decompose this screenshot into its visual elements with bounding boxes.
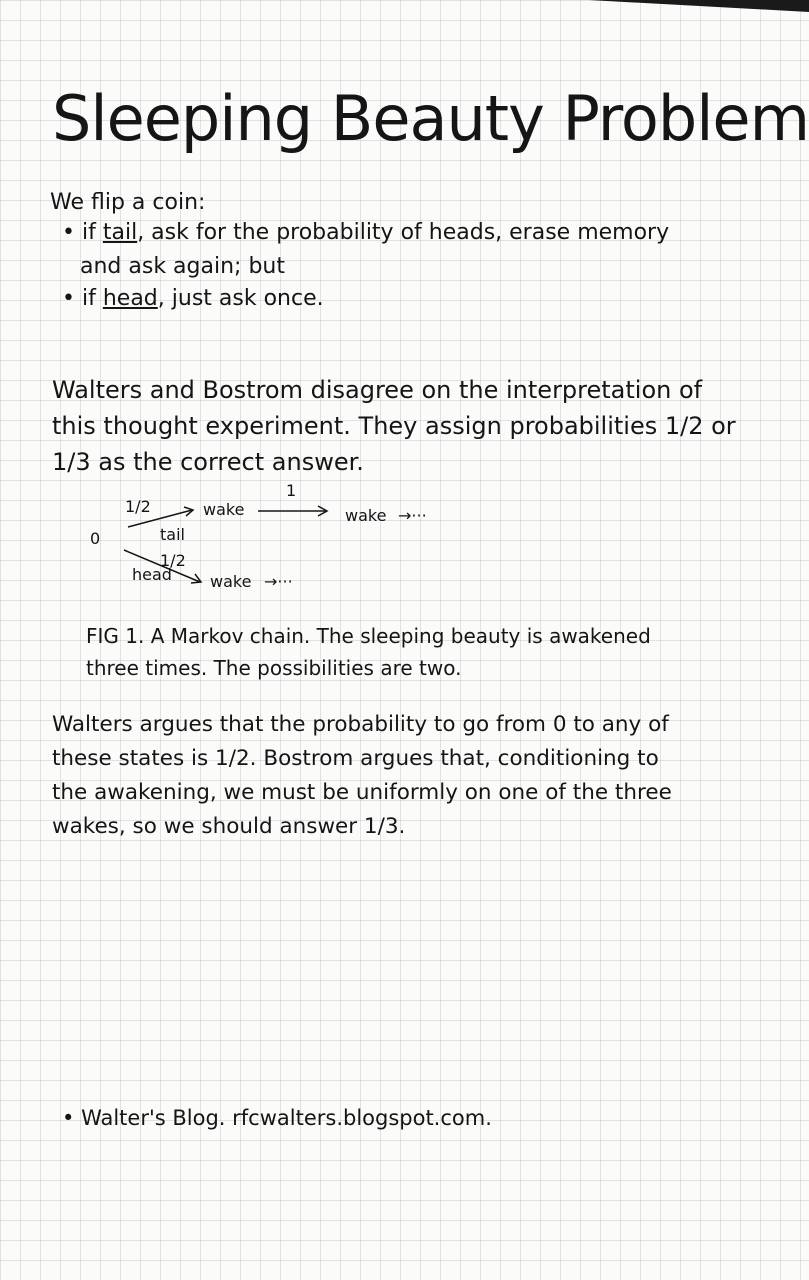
bullet-dot: • (62, 220, 82, 245)
continue-arrow-1: →··· (398, 506, 427, 525)
continue-arrow-2: →··· (264, 572, 293, 591)
paragraph-disagreement: Walters and Bostrom disagree on the interpretation of this thought experiment. They assign probabilities 1/2 or 1/3 as the correct answer. (52, 376, 736, 476)
bullet-dot: • (62, 1106, 82, 1130)
page-title: Sleeping Beauty Problem (52, 82, 809, 155)
mid-prob-label: 1 (286, 481, 297, 500)
lower-wake-state: wake (210, 572, 252, 591)
bullet-head: • if head, just ask once. (62, 286, 324, 311)
figure-caption: FIG 1. A Markov chain. The sleeping beauty is awakened three times. The possibilities are two. (86, 624, 651, 680)
paragraph-arguments: Walters argues that the probability to go from 0 to any of these states is 1/2. Bostrom argues that, conditioning to the awakening, we must be uniformly on one of the three wakes, so we should answer 1/3. (52, 712, 672, 839)
bullet-tail: • if tail, ask for the probability of heads, erase memory (62, 220, 670, 245)
upper-prob-label: 1/2 (125, 497, 151, 516)
mid-wake-state: wake (345, 506, 387, 525)
start-state: 0 (90, 529, 101, 548)
bullet-dot: • (62, 286, 82, 311)
lower-edge-label: head (132, 565, 172, 584)
footer-reference: • Walter's Blog. rfcwalters.blogspot.com. (62, 1106, 492, 1130)
bullet-tail-continuation: and ask again; but (80, 254, 285, 279)
keyword-head: head (102, 286, 158, 311)
upper-edge-label: tail (160, 525, 185, 544)
lower-prob-label: 1/2 (160, 551, 186, 570)
intro-line: We flip a coin: (50, 190, 206, 215)
keyword-tail: tail (102, 220, 138, 245)
upper-wake-state: wake (203, 500, 245, 519)
